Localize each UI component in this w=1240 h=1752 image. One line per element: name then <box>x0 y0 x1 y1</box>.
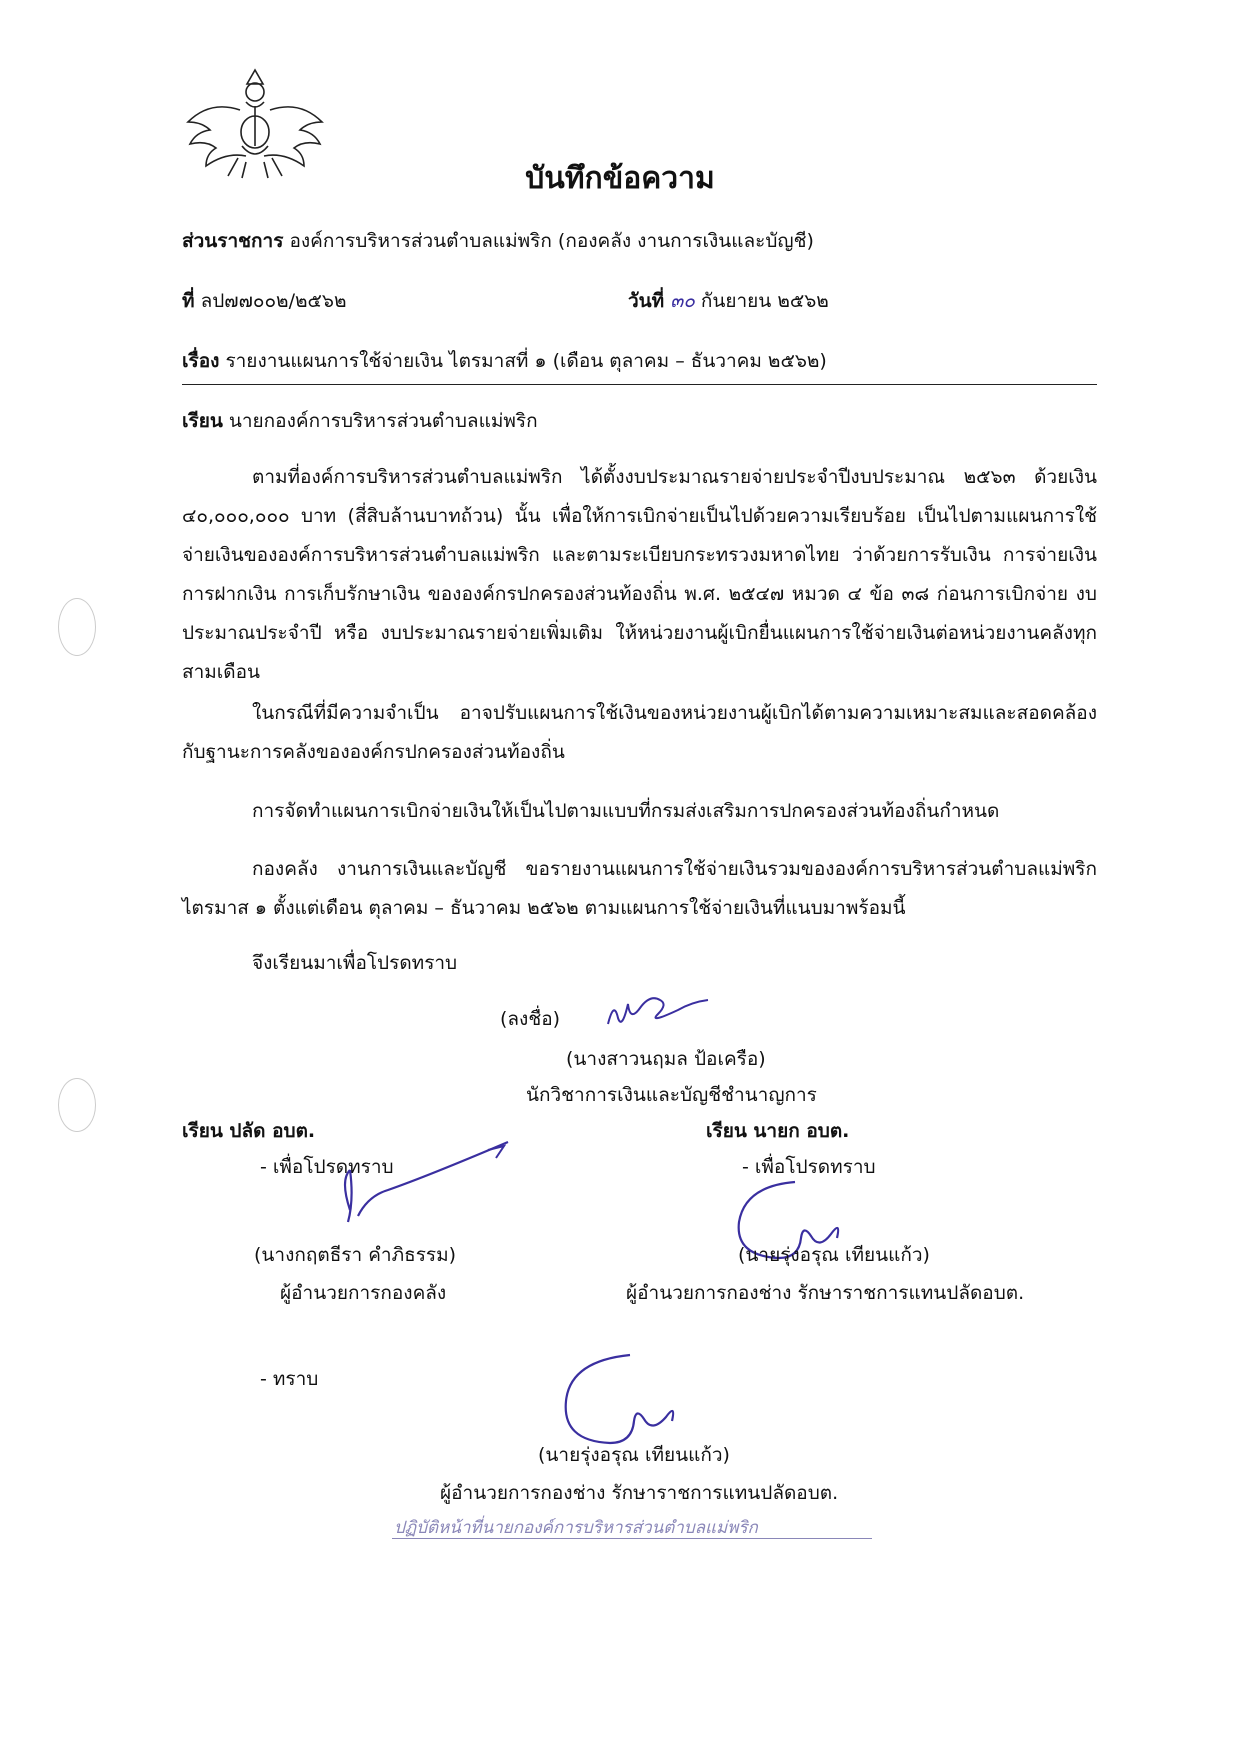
final-block-position: ผู้อำนวยการกองช่าง รักษาราชการแทนปลัดอบต. <box>440 1482 839 1504</box>
reference-line <box>182 286 346 316</box>
subject-value: รายงานแผนการใช้จ่ายเงิน ไตรมาสที่ ๑ (เดือน ตุลาคม – ธันวาคม ๒๕๖๒) <box>225 350 827 372</box>
signer-name: (นางสาวนฤมล ป้อเครือ) <box>566 1048 766 1070</box>
signature-mark <box>600 990 720 1040</box>
right-block-position: ผู้อำนวยการกองช่าง รักษาราชการแทนปลัดอบต. <box>626 1282 1025 1304</box>
reference-label: ที่ <box>182 290 195 312</box>
handwritten-acting-note: ปฏิบัติหน้าที่นายกองค์การบริหารส่วนตำบลแม่พริก <box>394 1518 758 1538</box>
final-block-name: (นายรุ่งอรุณ เทียนแก้ว) <box>538 1444 730 1466</box>
body-paragraph-2: ในกรณีที่มีความจำเป็น อาจปรับแผนการใช้เงินของหน่วยงานผู้เบิกได้ตามความเหมาะสมและสอดคล้องกับฐานะการคลังขององค์กรปกครองส่วนท้องถิ่น <box>182 702 1097 763</box>
date-label: วันที่ <box>628 290 665 312</box>
left-block-name: (นางกฤตธีรา คำภิธรรม) <box>254 1244 457 1266</box>
salutation-line <box>182 406 538 436</box>
date-month-year: กันยายน ๒๕๖๒ <box>700 290 829 312</box>
handwritten-underline <box>392 1538 872 1539</box>
signature-mark <box>320 1150 520 1240</box>
memo-title: บันทึกข้อความ <box>525 161 715 196</box>
left-block-position: ผู้อำนวยการกองคลัง <box>280 1282 447 1304</box>
final-block-note: - ทราบ <box>260 1368 319 1390</box>
agency-line <box>182 226 814 256</box>
punch-hole-mark <box>58 1078 96 1132</box>
body-paragraph-4: กองคลัง งานการเงินและบัญชี ขอรายงานแผนการใช้จ่ายเงินรวมขององค์การบริหารส่วนตำบลแม่พริก ไตรมาส ๑ ตั้งแต่เดือน ตุลาคม – ธันวาคม ๒๕๖๒ ตามแผนการใช้จ่ายเงินที่แนบมาพร้อมนี้ <box>182 858 1097 919</box>
signature-mark <box>560 1345 720 1455</box>
closing-line: จึงเรียนมาเพื่อโปรดทราบ <box>252 952 458 974</box>
salutation-label: เรียน <box>182 410 223 432</box>
agency-label: ส่วนราชการ <box>182 230 284 252</box>
date-line <box>628 286 829 316</box>
agency-value: องค์การบริหารส่วนตำบลแม่พริก (กองคลัง งานการเงินและบัญชี) <box>289 230 814 252</box>
right-block-to: เรียน นายก อบต. <box>706 1120 850 1142</box>
punch-hole-mark <box>58 598 96 656</box>
date-day-handwritten: ๓๐ <box>670 290 695 312</box>
left-block-note: - เพื่อโปรดทราบ <box>260 1156 394 1178</box>
signer-position: นักวิชาการเงินและบัญชีชำนาญการ <box>526 1084 817 1106</box>
header-divider <box>182 384 1097 385</box>
sign-label: (ลงชื่อ) <box>500 1008 561 1030</box>
reference-value: ลป๗๗๐๐๒/๒๕๖๒ <box>200 290 347 312</box>
body-paragraph-1: ตามที่องค์การบริหารส่วนตำบลแม่พริก ได้ตั้งงบประมาณรายจ่ายประจำปีงบประมาณ ๒๕๖๓ ด้วยเงิน ๔๐,๐๐๐,๐๐๐ บาท (สี่สิบล้านบาทถ้วน) นั้น เพื่อให้การเบิกจ่ายเป็นไปด้วยความเรียบร้อย เป็นไปตามแผนการใช้จ่ายเงินขององค์การบริหารส่วนตำบลแม่พริก และตามระเบียบกระทรวงมหาดไทย ว่าด้วยการรับเงิน การจ่ายเงิน การฝากเงิน การเก็บรักษาเงิน ขององค์กรปกครองส่วนท้องถิ่น พ.ศ. ๒๕๔๗ หมวด ๔ ข้อ ๓๘ ก่อนการเบิกจ่าย งบประมาณประจำปี หรือ งบประมาณรายจ่ายเพิ่มเติม ให้หน่วยงานผู้เบิกยื่นแผนการใช้จ่ายเงินต่อหน่วยงานคลังทุกสามเดือน <box>182 466 1097 683</box>
left-block-to: เรียน ปลัด อบต. <box>182 1120 316 1142</box>
subject-label: เรื่อง <box>182 350 220 372</box>
subject-line <box>182 346 827 376</box>
salutation-value: นายกองค์การบริหารส่วนตำบลแม่พริก <box>228 410 538 432</box>
right-block-note: - เพื่อโปรดทราบ <box>742 1156 876 1178</box>
body-paragraph-3: การจัดทำแผนการเบิกจ่ายเงินให้เป็นไปตามแบบที่กรมส่งเสริมการปกครองส่วนท้องถิ่นกำหนด <box>252 800 1000 822</box>
right-block-name: (นายรุ่งอรุณ เทียนแก้ว) <box>738 1244 930 1266</box>
